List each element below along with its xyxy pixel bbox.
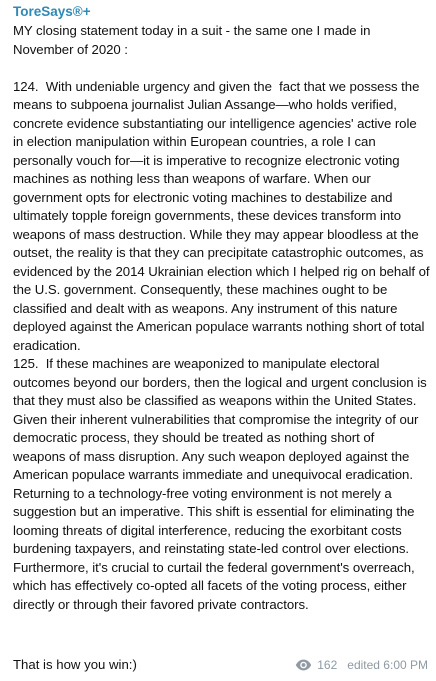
- message-meta: [295, 658, 428, 672]
- edited-timestamp: edited 6:00 PM: [347, 658, 428, 672]
- message-text: MY closing statement today in a suit - the same one I made in November of 2020 : 124. With undeniable urgency and given the fact that we possess the means to subpoena journalist Julian Assange—who holds verified, concrete evidence substantiating our intelligence agencies' active role in election manipulation within European countries, a role I can personally vouch for—it is imperative to recognize electronic voting machines as nothing less than weapons of warfare. When our government opts for electronic voting machines to destabilize and ultimately topple foreign governments, these devices transform into weapons of mass destruction. While they may appear bloodless at the outset, the reality is that they can precipitate catastrophic outcomes, as evidenced by the 2014 Ukrainian election which I helped rig on behalf of the U.S. government. Consequently, these machines ought to be classified and dealt with as weapons. Any instrument of this nature deployed against the American populace warrants nothing short of total eradication. 125. If these machines are weaponized to manipulate electoral outcomes beyond our borders, then the logical and urgent conclusion is that they must also be classified as weapons within the United States. Given their inherent vulnerabilities that compromise the integrity of our democratic process, they should be treated as nothing short of weapons of mass disruption. Any such weapon deployed against the American populace warrants immediate and unequivocal eradication. Returning to a technology-free voting environment is not merely a suggestion but an imperative. This shift is essential for eliminating the looming threats of digital interference, reducing the exorbitant costs burdening taxpayers, and reinstating state-led control over elections. Furthermore, it's crucial to curtail the federal government's overreach, which has effectively co-opted all facets of the voting process, either directly or through their favored private contractors.: [13, 23, 430, 612]
- sender-name[interactable]: ToreSays®+: [13, 4, 91, 19]
- view-count: 162: [317, 658, 338, 672]
- eye-icon: [295, 659, 312, 671]
- closing-line: That is how you win:): [13, 657, 137, 672]
- message-footer: [13, 655, 428, 675]
